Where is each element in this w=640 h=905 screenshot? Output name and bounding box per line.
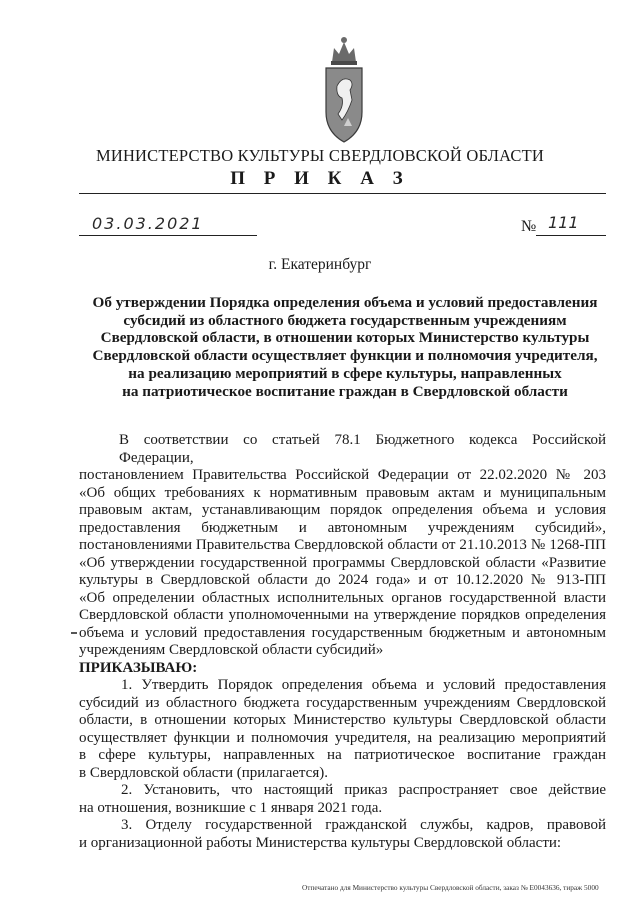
preamble-line: постановлением Правительства Российской Федерации от 22.02.2020 № 203 — [79, 467, 606, 483]
preamble-line: постановлениями Правительства Свердловской области от 21.10.2013 № 1268-ПП — [79, 537, 606, 553]
order-number-handwritten: 111 — [548, 213, 579, 232]
ministry-name: МИНИСТЕРСТВО КУЛЬТУРЫ СВЕРДЛОВСКОЙ ОБЛАСТИ — [95, 146, 545, 165]
item-1-line: 1. Утвердить Порядок определения объема и условий предоставления — [121, 677, 606, 693]
preamble-line: «Об определении областных исполнительных органов государственной власти — [79, 589, 606, 606]
order-body — [79, 432, 606, 852]
preamble-line: Свердловской области уполномоченными на утверждение порядков определения — [79, 607, 606, 623]
margin-mark — [71, 632, 77, 634]
title-line: Об утверждении Порядка определения объема и условий предоставления — [92, 294, 598, 311]
coat-of-arms-icon — [322, 34, 366, 146]
preamble-line: В соответствии со статьей 78.1 Бюджетного кодекса Российской Федерации, — [119, 432, 606, 466]
item-1-line: области, в отношении которых Министерство культуры Свердловской области — [79, 712, 606, 728]
preamble-line: объема и условий предоставления государственным бюджетным и автономным — [79, 624, 606, 641]
order-date-handwritten: 03.03.2021 — [92, 214, 204, 233]
preamble-line: правовым актам, устанавливающим порядок определения объема и условия — [79, 502, 606, 518]
item-2-line: 2. Установить, что настоящий приказ распространяет свое действие — [121, 782, 606, 798]
item-3-line: и организационной работы Министерства культуры Свердловской области: — [79, 834, 562, 851]
number-underline — [536, 235, 606, 236]
title-line: Свердловской области, в отношении которых Министерство культуры — [100, 329, 590, 347]
title-line: на патриотическое воспитание граждан в Свердловской области — [122, 382, 568, 400]
title-line: на реализацию мероприятий в сфере культуры, направленных — [128, 364, 562, 382]
preamble-line: «Об общих требованиях к нормативным правовым актам и муниципальным — [79, 484, 606, 501]
item-1-line: осуществляет функции и полномочия учредителя, на реализацию мероприятий — [79, 729, 606, 746]
date-underline — [79, 235, 257, 236]
title-line: Свердловской области осуществляет функции и полномочия учредителя, — [92, 347, 598, 365]
preamble-line: культуры в Свердловской области до 2024 года» и от 10.12.2020 № 913-ПП — [79, 572, 606, 588]
number-label: № — [521, 218, 537, 235]
item-1-line: субсидий из областного бюджета государственным учреждениям Свердловской — [79, 694, 606, 711]
print-footer: Отпечатано для Министерство культуры Свердловской области, заказ № Е0043636, тираж 5000 — [302, 883, 599, 892]
item-2-line: на отношения, возникшие с 1 января 2021 года. — [79, 799, 383, 816]
order-directive: ПРИКАЗЫВАЮ: — [79, 659, 198, 676]
order-title — [85, 294, 605, 400]
header-divider — [79, 193, 606, 194]
preamble-line: «Об утверждении государственной программы Свердловской области «Развитие — [79, 554, 606, 571]
title-line: субсидий из областного бюджета государственным учреждениям — [123, 311, 567, 329]
preamble-line: учреждениям Свердловской области субсидий» — [79, 642, 384, 658]
item-1-line: в сфере культуры, направленных на патриотическое воспитание граждан — [79, 747, 606, 763]
document-type-heading: П Р И К А З — [230, 168, 410, 189]
city-line: г. Екатеринбург — [268, 256, 372, 273]
preamble-line: предоставления бюджетным и автономным учреждениям субсидий», — [79, 519, 606, 536]
item-1-line: в Свердловской области (прилагается). — [79, 764, 328, 781]
item-3-line: 3. Отделу государственной гражданской службы, кадров, правовой — [121, 817, 606, 833]
